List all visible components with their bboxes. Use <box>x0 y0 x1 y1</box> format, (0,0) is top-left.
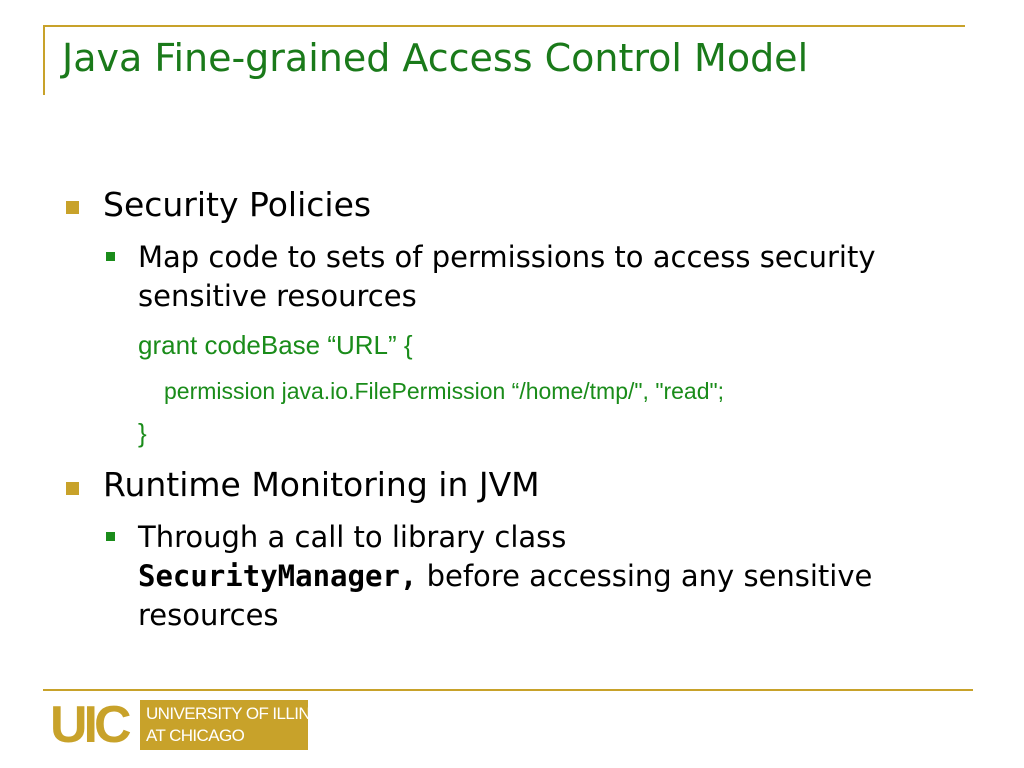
slide-title: Java Fine-grained Access Control Model <box>62 36 809 80</box>
sub-bullet-text: Map code to sets of permissions to access security sensitive resources <box>138 240 876 313</box>
sub-bullet-square-icon <box>106 252 115 261</box>
uic-logo <box>50 700 338 750</box>
footer-divider <box>43 689 973 691</box>
sub-bullet-square-icon <box>106 532 115 541</box>
bullet-heading: Runtime Monitoring in JVM <box>103 465 540 504</box>
bullet-heading: Security Policies <box>103 185 372 224</box>
bullet-square-icon <box>66 482 79 495</box>
code-line: permission java.io.FilePermission “/home/tmp/", "read"; <box>164 378 725 404</box>
code-line: } <box>138 418 147 448</box>
logo-line-2: AT CHICAGO <box>146 726 245 745</box>
logo-line-1: UNIVERSITY OF ILLINOIS <box>146 704 338 723</box>
uic-logo-wordmark <box>144 700 338 750</box>
sub-bullet-text-end: before accessing any sensitive resources <box>138 559 873 632</box>
bullet-square-icon <box>66 201 79 214</box>
uic-logo-mark: UIC <box>50 700 140 750</box>
sub-bullet-text <box>138 518 898 635</box>
sub-bullet-text-start: Through a call to library class <box>138 520 567 554</box>
code-line: grant codeBase “URL” { <box>138 330 413 360</box>
class-name-bold: SecurityManager, <box>138 559 418 593</box>
